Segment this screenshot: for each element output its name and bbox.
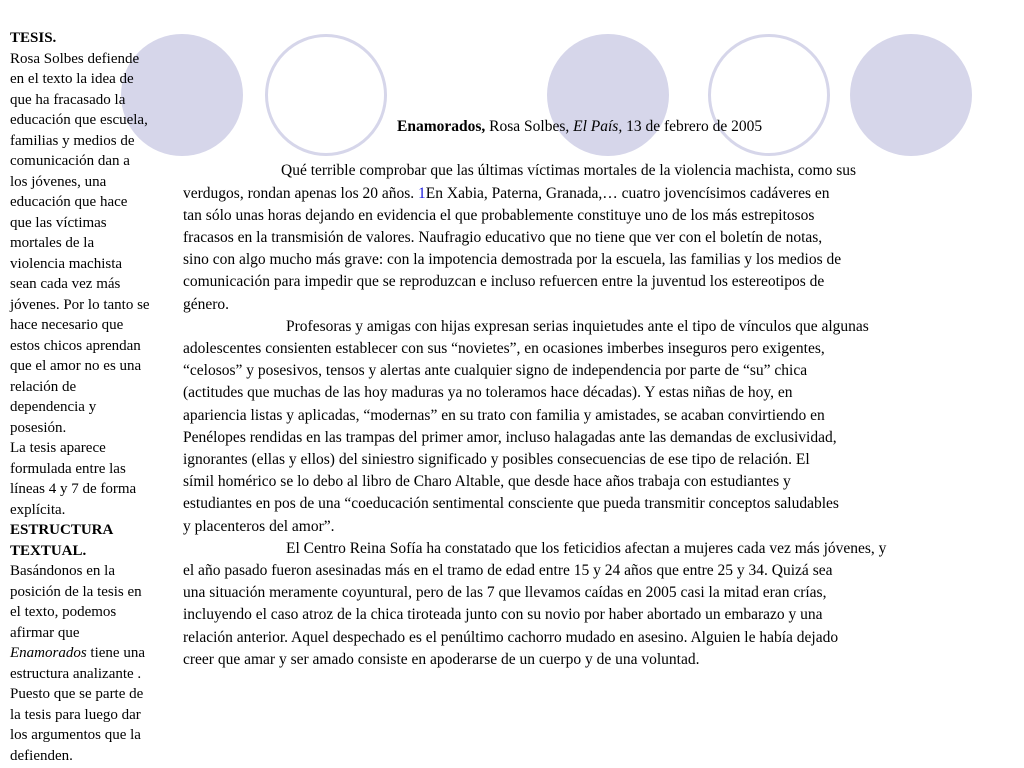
structure-italic-line — [10, 643, 172, 664]
structure-line: la tesis para luego dar — [10, 706, 141, 723]
article-title-name: Enamorados, — [397, 118, 486, 135]
thesis-line: educación que escuela, — [10, 112, 148, 128]
thesis-line: explícita. — [10, 501, 66, 518]
structure-line: Basándonos en la — [10, 563, 115, 579]
paragraph-3-first-line: El Centro Reina Sofía ha constatado que los feticidios afectan a mujeres cada vez más jóvenes, y — [286, 539, 887, 557]
structure-line: posición de la tesis en — [10, 583, 142, 600]
article-newspaper: El País, — [573, 118, 623, 135]
paragraph-2-line: estudiantes en pos de una “coeducación sentimental consciente que pueda transmitir conceptos saludables — [183, 495, 839, 513]
paragraph-2-first-line: Profesoras y amigas con hijas expresan serias inquietudes ante el tipo de vínculos que algunas — [286, 317, 869, 335]
paragraph-2-line: apariencia listas y aplicadas, “modernas” en su trato con familia y amistades, se acaban convirtiendo en — [183, 406, 825, 424]
paragraph-1-line: tan sólo unas horas dejando en evidencia el que probablemente constituye uno de los más estrepitosos — [183, 206, 815, 224]
thesis-line: formulada entre las — [10, 460, 126, 477]
structure-text — [10, 561, 172, 643]
paragraph-2-line: y placenteros del amor”. — [183, 517, 335, 535]
thesis-line: mortales de la — [10, 235, 95, 251]
thesis-line: hace necesario que — [10, 317, 124, 333]
thesis-heading: TESIS. — [10, 30, 57, 46]
thesis-line: en el texto la idea de — [10, 71, 134, 87]
paragraph-3-line: el año pasado fueron asesinadas más en el tramo de edad entre 15 y 24 años que entre 25 y 34. Quizá sea — [183, 562, 833, 580]
paragraph-3-rest — [183, 560, 1013, 671]
thesis-line: estos chicos aprendan — [10, 337, 141, 354]
structure-italic-title: Enamorados — [10, 645, 87, 661]
structure-italic-tail: tiene una — [86, 645, 145, 661]
paragraph-1-line: fracasos en la transmisión de valores. Naufragio educativo que no tiene que ver con el boletín de notas, — [183, 229, 823, 246]
paragraph-3-line: incluyendo el caso atroz de la chica tiroteada junto con su novio por haber abortado un embarazo y una — [183, 606, 823, 624]
thesis-line: Rosa Solbes defiende — [10, 50, 140, 67]
paragraph-1-line-2-end: En Xabia, Paterna, Granada,… cuatro jovencísimos cadáveres en — [425, 184, 830, 202]
structure-line: afirmar que — [10, 624, 80, 641]
structure-heading-line1: ESTRUCTURA — [10, 522, 114, 538]
article-author: Rosa Solbes, — [485, 118, 574, 135]
spacer — [183, 138, 1013, 160]
paragraph-2-line: “celosos” y posesivos, tensos y alertas ante cualquier signo de independencia por parte de “su” chica — [183, 362, 808, 380]
paragraph-2-line: (actitudes que muchas de las hoy maduras ya no toleramos hace décadas). Y estas niñas de hoy, en — [183, 384, 793, 402]
paragraph-2-rest — [183, 338, 1013, 538]
thesis-line: dependencia y — [10, 399, 97, 415]
paragraph-3-line: relación anterior. Aquel despechado es el penúltimo cachorro mudado en asesino. Alguien le había dejado — [183, 628, 839, 646]
paragraph-2-line: adolescentes consienten establecer con sus “novietes”, en ocasiones imberbes inseguros pero exigentes, — [183, 340, 825, 358]
article-title — [183, 116, 1013, 138]
structure-line: el texto, podemos — [10, 604, 117, 620]
structure-line: Puesto que se parte de — [10, 686, 144, 702]
thesis-line: La tesis aparece — [10, 440, 106, 456]
paragraph-3-line: creer que amar y ser amado consiste en apoderarse de un cuerpo y de una voluntad. — [183, 650, 700, 668]
article-body — [183, 116, 1013, 671]
paragraph-3-line: una situación meramente coyuntural, pero de las 7 que llevamos caídas en 2005 casi la mitad eran crías, — [183, 584, 827, 602]
paragraph-1-rest — [183, 205, 1013, 316]
paragraph-1-line-2-start: verdugos, rondan apenas los 20 años. — [183, 184, 419, 202]
thesis-line: que el amor no es una — [10, 358, 142, 374]
paragraph-1-line-2 — [183, 183, 1013, 205]
paragraph-1-first-line: Qué terrible comprobar que las últimas víctimas mortales de la violencia machista, como sus — [281, 162, 857, 180]
thesis-line: comunicación dan a — [10, 153, 130, 169]
thesis-line: que las víctimas — [10, 214, 107, 231]
structure-line: estructura analizante . — [10, 665, 142, 682]
paragraph-2-line: Penélopes rendidas en las trampas del primer amor, incluso halagadas ante las demandas de exclusividad, — [183, 428, 837, 446]
paragraph-1-line: comunicación para impedir que se reproduzcan e incluso refuercen entre la juventud los estereotipos de — [183, 273, 825, 291]
thesis-line: familias y medios de — [10, 132, 135, 149]
paragraph-2-line: ignorantes (ellas y ellos) del siniestro significado y posibles consecuencias de ese tipo de relación. El — [183, 451, 810, 469]
structure-text-continued — [10, 664, 172, 767]
thesis-text — [10, 49, 172, 521]
paragraph-1-line: sino con algo mucho más grave: con la impotencia demostrada por la escuela, las familias y los medios de — [183, 251, 842, 269]
structure-heading-line2: TEXTUAL. — [10, 542, 87, 559]
thesis-line: jóvenes. Por lo tanto se — [10, 296, 150, 313]
thesis-line: líneas 4 y 7 de forma — [10, 481, 137, 497]
paragraph-1-line: género. — [183, 295, 230, 313]
thesis-line: sean cada vez más — [10, 276, 121, 292]
thesis-line: violencia machista — [10, 255, 123, 272]
thesis-line: relación de — [10, 378, 77, 395]
analysis-sidebar — [10, 28, 172, 766]
paragraph-2-line: símil homérico se lo debo al libro de Charo Altable, que desde hace años trabaja con estudiantes y — [183, 473, 791, 491]
thesis-line: posesión. — [10, 419, 67, 436]
footnote-number: 1 — [418, 184, 426, 202]
structure-line: defienden. — [10, 747, 73, 764]
thesis-line: que ha fracasado la — [10, 91, 126, 108]
structure-line: los argumentos que la — [10, 727, 141, 743]
article-date: 13 de febrero de 2005 — [622, 118, 763, 135]
thesis-line: educación que hace — [10, 194, 128, 210]
thesis-line: los jóvenes, una — [10, 173, 107, 190]
